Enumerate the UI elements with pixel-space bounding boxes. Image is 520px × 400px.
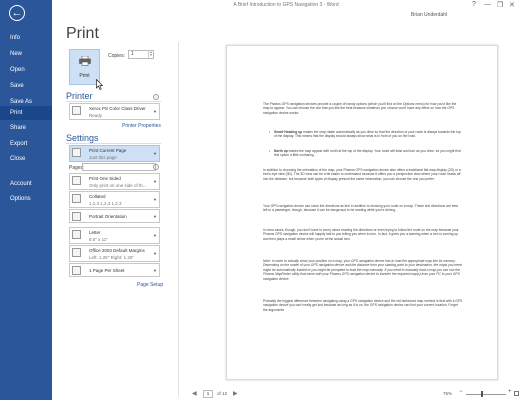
preview-paragraph: Probably the biggest difference between navigating using a GPS navigation device and the old fashioned map method is that with a GPS navigation device you can't really get lost because as long as it is on, the GPS navigation device can find your current location. Forget the arguments [263, 299, 463, 312]
preview-page[interactable] [226, 45, 498, 380]
print-what-sub: Just this page [89, 155, 117, 160]
sidebar-item-new[interactable]: New [10, 51, 23, 57]
zoom-to-page-icon[interactable] [514, 391, 519, 396]
title-bar [52, 0, 520, 14]
chevron-down-icon: ▼ [153, 251, 157, 256]
preview-bullet [274, 130, 463, 139]
orientation-main: Portrait Orientation [89, 214, 127, 219]
per-sheet-main: 1 Page Per Sheet [89, 268, 125, 273]
print-what-main: Print Current Page [89, 148, 127, 153]
zoom-in-icon[interactable]: + [508, 389, 512, 395]
settings-heading: Settings [66, 133, 99, 143]
preview-paragraph: Your GPS navigation device can show the directions as text in addition to showing your route on a map. These text directions are best left to a passenger, though, because it can be dangerous to be reading while you're driving. [263, 204, 458, 213]
page-title: Print [66, 25, 99, 42]
paper-main: Letter [89, 230, 101, 235]
paper-size-select[interactable] [69, 227, 160, 244]
backstage-sidebar [0, 0, 52, 400]
printer-select[interactable] [69, 103, 160, 120]
sidebar-item-account[interactable]: Account [10, 181, 32, 187]
close-icon[interactable]: ✕ [509, 2, 515, 9]
chevron-down-icon: ▼ [153, 214, 157, 219]
print-button-label: Print [79, 73, 90, 79]
zoom-slider-thumb[interactable] [481, 391, 483, 397]
document-title: A Brief Introduction to GPS Navigation 3 - Word [233, 2, 339, 8]
pages-input[interactable] [82, 163, 156, 171]
sidebar-item-info[interactable]: Info [10, 35, 21, 41]
pages-per-sheet-select[interactable] [69, 263, 160, 277]
collate-main: Collated [89, 194, 106, 199]
sidebar-item-export[interactable]: Export [10, 141, 28, 147]
sidebar-item-open[interactable]: Open [10, 67, 25, 73]
printer-name: Xerox PS Color Class Driver [89, 106, 146, 111]
collate-select[interactable] [69, 191, 160, 208]
preview-note: Note: In order to actually show your position on a map, your GPS navigation device has to load the appropriate map into its memory. Depending on the model of your GPS navigation device and the distance from your starting point to your destination, the maps you need might be automatically loaded or you might be prompted to load the map manually. If you need to manually load a map you can use the Phaeos MapFinder utility that came with your Phaeos GPS navigation device to transfer the required map(s) from your PC to your GPS navigation device. [263, 259, 462, 281]
sides-sub: Only print on one side of th... [89, 183, 147, 188]
sidebar-item-print[interactable]: Print [0, 106, 52, 120]
zoom-out-icon[interactable]: − [459, 389, 463, 395]
preview-paragraph: In most cases, though, you don't have to worry about reading the directions or even trying to follow the route on the map because your Phaeos GPS navigation device will happily talk to you telling you when to turn. In fact, it gives you a warning when a turn is coming up and then plays a small chime when you're at the actual turn. [263, 228, 459, 241]
printer-icon [79, 56, 91, 66]
collate-icon [72, 194, 81, 203]
chevron-down-icon: ▼ [153, 197, 157, 202]
user-name[interactable]: Brian Underdahl [411, 12, 448, 18]
panel-divider [178, 42, 179, 397]
preview-paragraph: The Phaeos GPS navigation devices provide a couple of handy options (which you'll find on the Options menu) for how you'd like the map to appear. You can choose the one that you like the best because whatever you choose won't have any effect on how the GPS navigation device works: [263, 102, 457, 115]
page-setup-link[interactable]: Page Setup [137, 282, 164, 288]
preview-bullet [274, 149, 463, 158]
pages-label: Pages: [69, 165, 85, 171]
sidebar-item-options[interactable]: Options [10, 196, 31, 202]
printer-status: Ready [89, 113, 103, 118]
spin-down-icon[interactable]: ▼ [149, 53, 153, 57]
mouse-cursor-icon [96, 79, 103, 90]
printer-heading: Printer [66, 91, 93, 101]
preview-paragraph: In addition to choosing the orientation of the map, your Phaeos GPS navigation device also offers a traditional flat map display (2D) or a bird's-eye view (3D). The 3D view can be a bit easier to understand because it offers you a perspective view where your route heads off into the distance, but because both types of display present the same information, you can choose the one you prefer. [263, 168, 461, 181]
page-count-label: of 12 [217, 391, 228, 396]
back-arrow-icon[interactable]: ← [9, 5, 25, 21]
divider [66, 101, 161, 102]
portrait-icon [72, 212, 81, 221]
printer-device-icon [72, 106, 81, 115]
copies-stepper[interactable] [128, 50, 154, 59]
one-sided-icon [72, 176, 81, 185]
chevron-down-icon: ▼ [153, 233, 157, 238]
sides-main: Print One Sided [89, 176, 121, 181]
page-per-sheet-icon [72, 266, 81, 275]
collate-sub: 1,2,3 1,2,3 1,2,3 [89, 201, 122, 206]
zoom-slider-track[interactable] [466, 394, 506, 395]
next-page-icon[interactable]: ▶ [233, 391, 238, 397]
sidebar-item-save[interactable]: Save [10, 83, 24, 89]
copies-value: 1 [131, 51, 134, 57]
info-icon[interactable]: i [153, 94, 159, 100]
chevron-down-icon: ▼ [153, 268, 157, 273]
sidebar-item-save-as[interactable]: Save As [10, 99, 33, 105]
print-what-select[interactable] [69, 145, 160, 162]
margins-main: Office 2003 Default Margins [89, 248, 145, 253]
pages-icon [72, 148, 81, 157]
minimize-icon[interactable]: — [484, 1, 491, 8]
chevron-down-icon: ▼ [153, 151, 157, 156]
bullet-bold: Smart Heading up [274, 130, 303, 134]
bullet-text: makes the map rotate automatically as you drive so that the direction of your route is always towards the top of the display. This means that the display should always show what is in front of you on the road. [274, 130, 461, 139]
printer-properties-link[interactable]: Printer Properties [122, 123, 161, 129]
chevron-down-icon: ▼ [153, 179, 157, 184]
sidebar-item-close[interactable]: Close [10, 156, 26, 162]
margins-sub: Left: 1.25" Right: 1.25" [89, 255, 134, 260]
help-icon[interactable]: ? [472, 1, 476, 8]
chevron-down-icon: ▼ [153, 109, 157, 114]
orientation-select[interactable] [69, 209, 160, 223]
current-page-input[interactable]: 1 [203, 390, 213, 398]
paper-icon [72, 230, 81, 239]
spin-up-icon[interactable]: ▲ [149, 50, 153, 54]
margins-icon [72, 248, 81, 257]
divider [66, 143, 161, 144]
bullet-bold: North up [274, 149, 288, 153]
bullet-text: makes the map appear with north at the top of the display. Your route will twist and turn as you drive, so you might find this option a little confusing. [274, 149, 461, 158]
info-icon[interactable]: i [153, 164, 159, 170]
margins-select[interactable] [69, 245, 160, 262]
zoom-level[interactable]: 76% [443, 391, 453, 396]
copies-spin[interactable] [148, 51, 153, 58]
previous-page-icon[interactable]: ◀ [192, 391, 197, 397]
restore-icon[interactable]: ❐ [497, 2, 504, 9]
sides-select[interactable] [69, 173, 160, 190]
sidebar-item-share[interactable]: Share [10, 125, 27, 131]
paper-sub: 8.5" x 11" [89, 237, 108, 242]
copies-label: Copies: [108, 53, 125, 59]
